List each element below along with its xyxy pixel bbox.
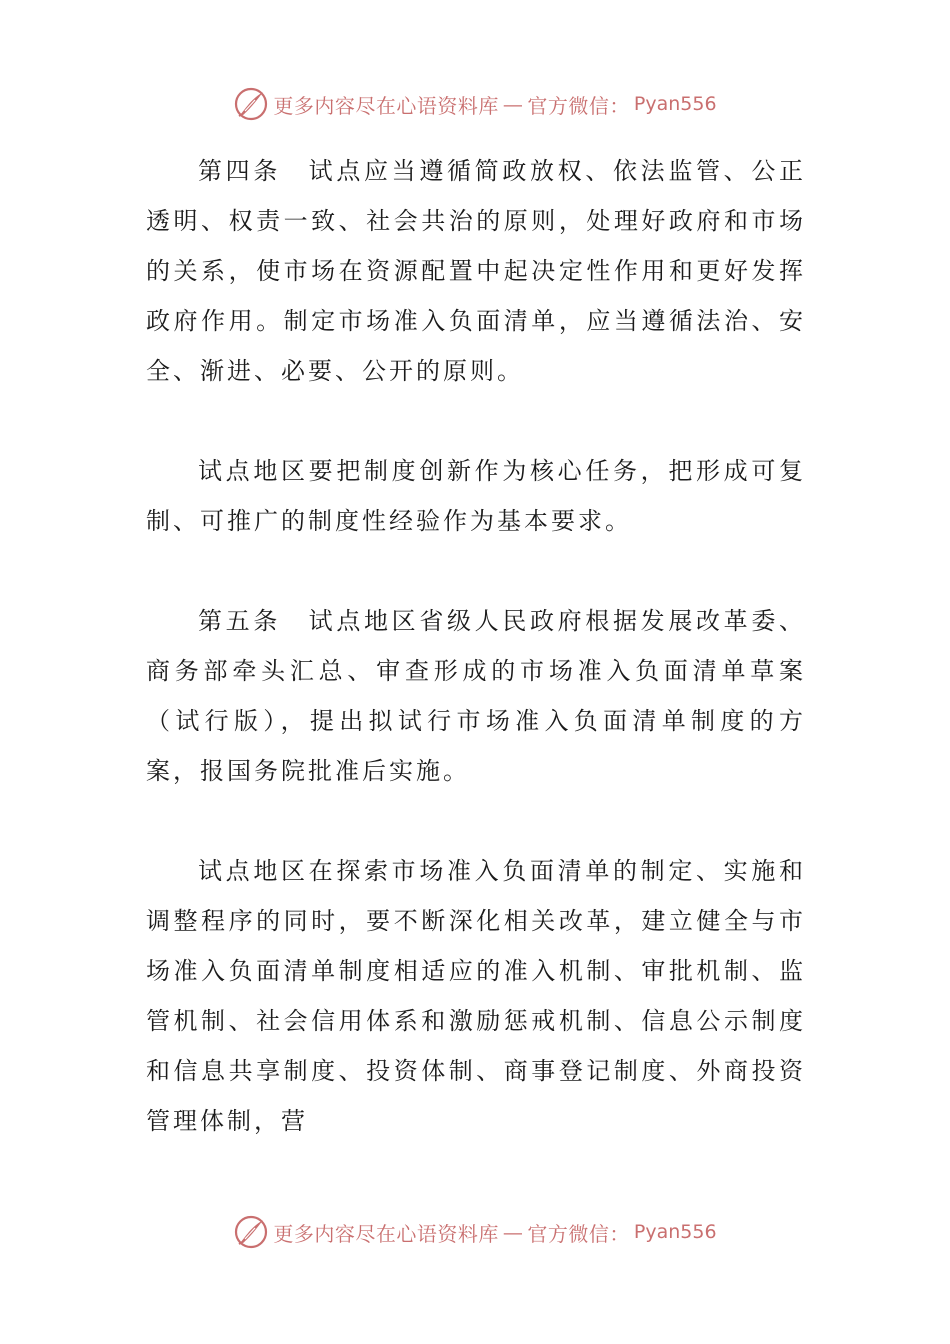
quill-logo-icon	[233, 1214, 269, 1250]
quill-logo-icon	[233, 86, 269, 122]
header-banner	[0, 84, 950, 124]
document-body	[146, 146, 806, 1146]
paragraph-article-5: 第五条 试点地区省级人民政府根据发展改革委、商务部牵头汇总、审查形成的市场准入负面清单草案（试行版），提出拟试行市场准入负面清单制度的方案，报国务院批准后实施。	[146, 607, 806, 785]
paragraph-pilot-reform: 试点地区在探索市场准入负面清单的制定、实施和调整程序的同时，要不断深化相关改革，建立健全与市场准入负面清单制度相适应的准入机制、审批机制、监管机制、社会信用体系和激励惩戒机制、信息公示制度和信息共享制度、投资体制、商事登记制度、外商投资管理体制，营	[146, 857, 806, 1135]
banner-separator: —	[502, 92, 524, 116]
paragraph-pilot-innovation: 试点地区要把制度创新作为核心任务，把形成可复制、可推广的制度性经验作为基本要求。	[146, 457, 806, 535]
footer-banner	[0, 1212, 950, 1252]
banner-wechat-id: Pyan556	[633, 1221, 717, 1243]
banner-separator: —	[502, 1220, 524, 1244]
paragraph-article-4: 第四条 试点应当遵循简政放权、依法监管、公正透明、权责一致、社会共治的原则，处理好政府和市场的关系，使市场在资源配置中起决定性作用和更好发挥政府作用。制定市场准入负面清单，应当遵循法治、安全、渐进、必要、公开的原则。	[146, 157, 806, 385]
banner-text: 更多内容尽在心语资料库	[273, 93, 499, 118]
banner-wechat-label: 官方微信：	[527, 1221, 630, 1246]
banner-text: 更多内容尽在心语资料库	[273, 1221, 499, 1246]
banner-wechat-label: 官方微信：	[527, 93, 630, 118]
banner-wechat-id: Pyan556	[633, 93, 717, 115]
